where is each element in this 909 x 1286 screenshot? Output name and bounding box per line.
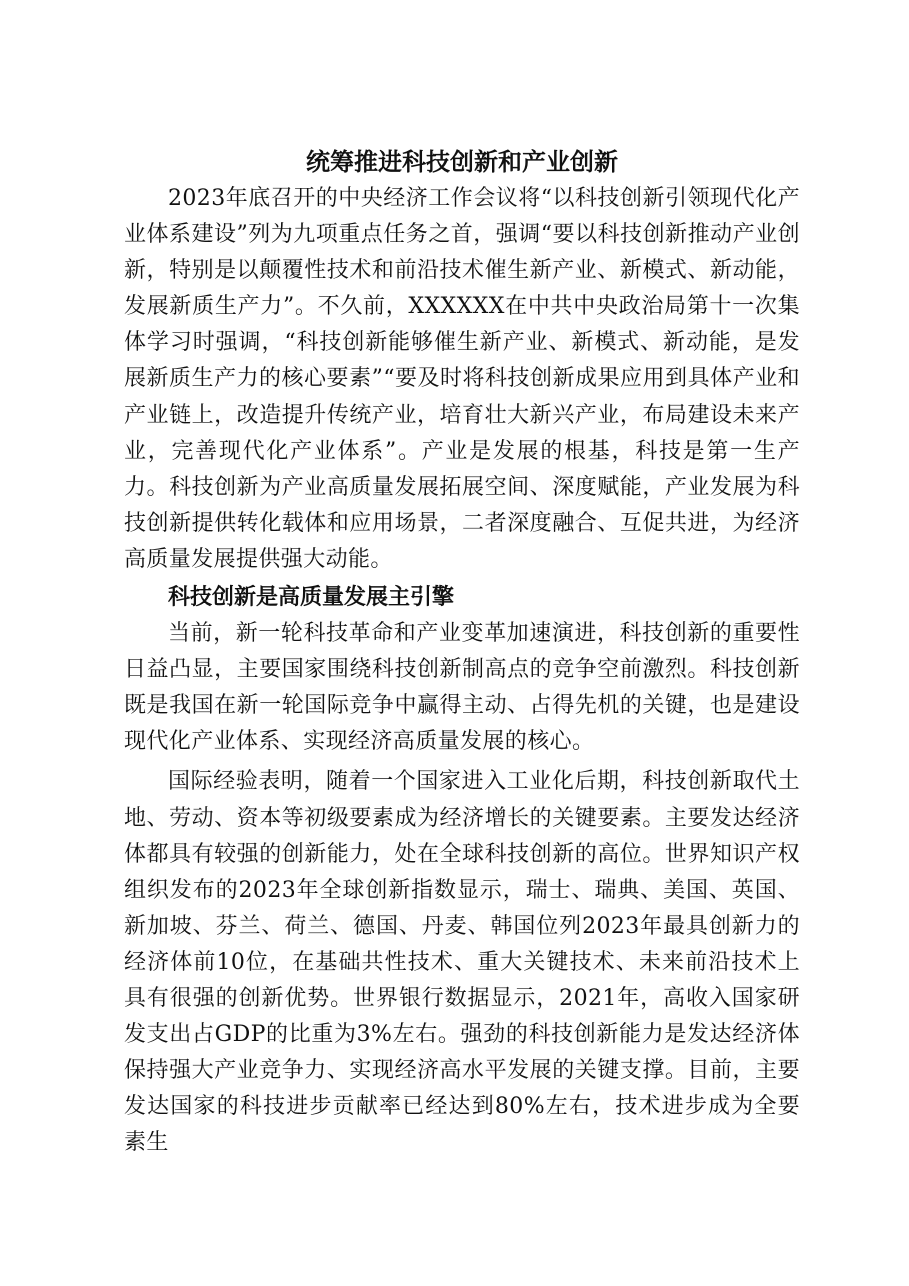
document-title: 统筹推进科技创新和产业创新 [306,147,618,176]
section-paragraph-2: 国际经验表明，随着一个国家进入工业化后期，科技创新取代土地、劳动、资本等初级要素成为经济增长的关键要素。主要发达经济体都具有较强的创新能力，处在全球科技创新的高位。世界知识产权组织发布的2023年全球创新指数显示，瑞士、瑞典、美国、英国、新加坡、芬兰、荷兰、德国、丹麦、韩国位列2023年最具创新力的经济体前10位，在基础共性技术、重大关键技术、未来前沿技术上具有很强的创新优势。世界银行数据显示，2021年，高收入国家研发支出占GDP的比重为3%左右。强劲的科技创新能力是发达经济体保持强大产业竞争力、实现经济高水平发展的关键支撑。目前，主要发达国家的科技进步贡献率已经达到80%左右，技术进步成为全要素生 [124,769,800,1156]
intro-paragraph: 2023年底召开的中央经济工作会议将“以科技创新引领现代化产业体系建设”列为九项重点任务之首，强调“要以科技创新推动产业创新，特别是以颠覆性技术和前沿技术催生新产业、新模式、新动能，发展新质生产力”。不久前，XXXXXX在中共中央政治局第十一次集体学习时强调，“科技创新能够催生新产业、新模式、新动能，是发展新质生产力的核心要素”“要及时将科技创新成果应用到具体产业和产业链上，改造提升传统产业，培育壮大新兴产业，布局建设未来产业，完善现代化产业体系”。产业是发展的根基，科技是第一生产力。科技创新为产业高质量发展拓展空间、深度赋能，产业发展为科技创新提供转化载体和应用场景，二者深度融合、互促共进，为经济高质量发展提供强大动能。 [124,186,800,572]
document-body [124,143,800,1161]
section-heading: 科技创新是高质量发展主引擎 [168,585,455,611]
section-paragraph-1: 当前，新一轮科技革命和产业变革加速演进，科技创新的重要性日益凸显，主要国家围绕科技创新制高点的竞争空前激烈。科技创新既是我国在新一轮国际竞争中赢得主动、占得先机的关键，也是建设现代化产业体系、实现经济高质量发展的核心。 [124,621,800,755]
